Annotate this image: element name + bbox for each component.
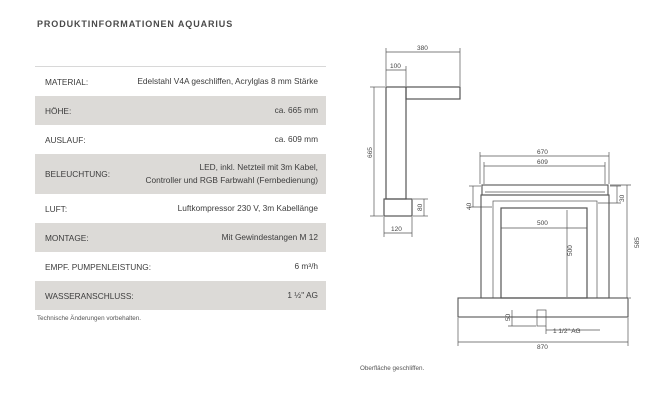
dim-label: 609 xyxy=(537,159,548,166)
dim-label: 40 xyxy=(466,202,473,210)
dim-label: 50 xyxy=(505,313,512,321)
dim-label: 585 xyxy=(634,237,641,248)
spec-label: BELEUCHTUNG: xyxy=(45,169,111,179)
spec-value: 6 m³/h xyxy=(294,261,318,271)
connection-label: 1 1/2" AG xyxy=(553,328,581,335)
spec-value: Edelstahl V4A geschliffen, Acrylglas 8 mm Stärke xyxy=(137,76,318,86)
drawing-caption: Oberfläche geschliffen. xyxy=(360,365,425,372)
spec-label: HÖHE: xyxy=(45,105,72,116)
side-view xyxy=(370,48,460,237)
spec-value-line1: LED, inkl. Netzteil mit 3m Kabel, xyxy=(199,162,318,172)
spec-label: MATERIAL: xyxy=(45,76,89,87)
spec-value: Luftkompressor 230 V, 3m Kabellänge xyxy=(177,203,318,213)
dim-label: 500 xyxy=(567,245,574,256)
spec-label: EMPF. PUMPENLEISTUNG: xyxy=(45,261,152,272)
page-title: PRODUKTINFORMATIONEN AQUARIUS xyxy=(37,19,234,29)
dim-label: 870 xyxy=(537,344,548,351)
dim-label: 380 xyxy=(417,45,428,52)
spec-value: Mit Gewindestangen M 12 xyxy=(221,232,318,242)
spec-value-line2: Controller und RGB Farbwahl (Fernbedienung) xyxy=(145,175,318,185)
dim-label: 30 xyxy=(619,194,626,202)
spec-value: ca. 665 mm xyxy=(274,105,318,115)
spec-label: MONTAGE: xyxy=(45,232,89,243)
spec-label: WASSERANSCHLUSS: xyxy=(45,290,134,301)
dim-label: 670 xyxy=(537,149,548,156)
spec-value: ca. 609 mm xyxy=(274,134,318,144)
spec-label: LUFT: xyxy=(45,203,68,214)
spec-label: AUSLAUF: xyxy=(45,134,86,145)
dim-label: 120 xyxy=(391,226,402,233)
dim-label: 500 xyxy=(537,220,548,227)
spec-value: 1 ½" AG xyxy=(287,290,318,300)
front-view xyxy=(458,152,631,346)
dim-label: 100 xyxy=(390,63,401,70)
footnote: Technische Änderungen vorbehalten. xyxy=(37,315,141,322)
dim-label: 665 xyxy=(367,147,374,158)
dim-label: 80 xyxy=(417,203,424,211)
